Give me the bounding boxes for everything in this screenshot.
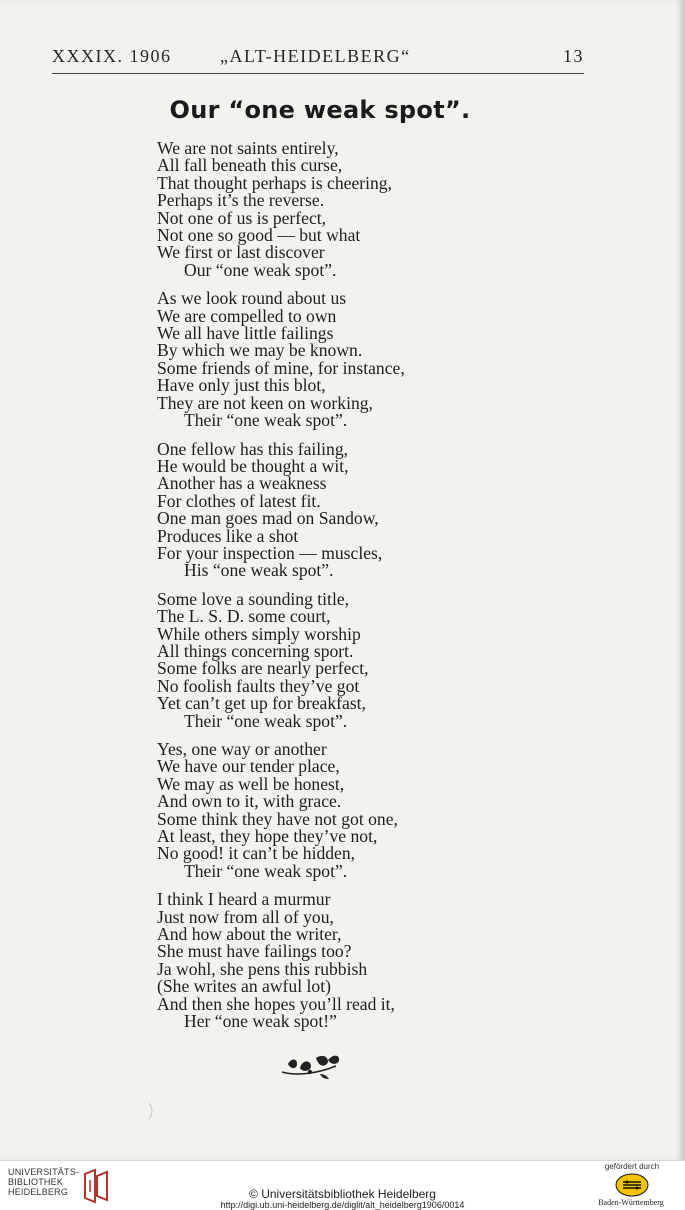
poem-line: Some think they have not got one,: [157, 808, 398, 829]
poem-line: And own to it, with grace.: [157, 791, 342, 812]
paper-speck: [148, 1102, 154, 1120]
poem-line: Ja wohl, she pens this rubbish: [157, 958, 368, 979]
stanza: [157, 290, 487, 429]
stanza: [157, 140, 487, 279]
poem-line: For your inspection — muscles,: [157, 542, 383, 563]
poem-line: Some folks are nearly perfect,: [157, 658, 369, 679]
digitization-footer: [0, 1160, 685, 1210]
baden-wuerttemberg-seal-icon: [614, 1173, 650, 1197]
poem-line: Perhaps it’s the reverse.: [157, 190, 325, 211]
stanza: [157, 891, 487, 1030]
page-number: 13: [563, 46, 584, 66]
header-rule: [52, 73, 584, 74]
library-name-line: BIBLIOTHEK: [8, 1177, 64, 1187]
poem-line: Some friends of mine, for instance,: [157, 357, 405, 378]
poem-line: No foolish faults they’ve got: [157, 675, 360, 696]
refrain-line: His “one weak spot”.: [184, 560, 334, 581]
poem-line: For clothes of latest fit.: [157, 490, 321, 511]
poem-line: At least, they hope they’ve not,: [157, 826, 378, 847]
poem-line: I think I heard a murmur: [157, 889, 331, 910]
refrain-line: Their “one weak spot”.: [184, 410, 348, 431]
poem-line: Yet can’t get up for breakfast,: [157, 693, 366, 714]
poem-body: [157, 140, 487, 1042]
poem-line: Yes, one way or another: [157, 739, 327, 759]
poem-line: As we look round about us: [157, 288, 347, 309]
running-head-title: „ALT-HEIDELBERG“: [220, 46, 411, 66]
poem-line: We are not saints entirely,: [157, 138, 339, 158]
poem-line: We are compelled to own: [157, 305, 337, 326]
funded-by-label: gefördert durch: [604, 1162, 660, 1171]
poem-title: Our “one weak spot”.: [169, 96, 471, 124]
poem-line: And then she hopes you’ll read it,: [157, 993, 395, 1014]
source-url[interactable]: http://digi.ub.uni-heidelberg.de/diglit/alt_heidelberg1906/0014: [220, 1200, 465, 1210]
poem-line: They are not keen on working,: [157, 392, 373, 413]
stanza: [157, 438, 487, 581]
poem-line: Just now from all of you,: [157, 906, 334, 927]
ornament-icon: [276, 1050, 346, 1080]
refrain-line: Our “one weak spot”.: [184, 259, 337, 280]
poem-line: No good! it can’t be hidden,: [157, 843, 356, 864]
library-name-line: UNIVERSITÄTS-: [8, 1167, 80, 1177]
refrain-line: Their “one weak spot”.: [184, 860, 348, 881]
stanza: [157, 741, 487, 880]
poem-line: (She writes an awful lot): [157, 976, 331, 997]
poem-line: We first or last discover: [157, 242, 325, 263]
stanza: [157, 588, 487, 731]
poem-line: He would be thought a wit,: [157, 455, 349, 476]
poem-line: Not one of us is perfect,: [157, 207, 327, 228]
poem-line: Have only just this blot,: [157, 375, 326, 396]
poem-line: All fall beneath this curse,: [157, 155, 343, 176]
poem-line: All things concerning sport.: [157, 640, 354, 661]
poem-line: We all have little failings: [157, 323, 334, 344]
poem-line: One man goes mad on Sandow,: [157, 508, 379, 529]
page-edge-shadow: [677, 0, 685, 1160]
poem-line: Not one so good — but what: [157, 225, 361, 246]
poem-line: One fellow has this failing,: [157, 438, 349, 459]
refrain-line: Their “one weak spot”.: [184, 710, 348, 731]
poem-line: The L. S. D. some court,: [157, 606, 331, 627]
refrain-line: Her “one weak spot!”: [184, 1011, 337, 1032]
copyright-notice: © Universitätsbibliothek Heidelberg: [249, 1187, 436, 1201]
poem-line: By which we may be known.: [157, 340, 363, 361]
poem-line: Produces like a shot: [157, 525, 299, 546]
poem-line: She must have failings too?: [157, 941, 352, 962]
poem-line: We have our tender place,: [157, 756, 340, 777]
poem-line: We may as well be honest,: [157, 773, 345, 794]
poem-line: And how about the writer,: [157, 924, 342, 945]
running-head: [52, 46, 584, 70]
poem-line: Another has a weakness: [157, 473, 327, 494]
poem-line: While others simply worship: [157, 623, 361, 644]
poem-line: Some love a sounding title,: [157, 588, 350, 609]
running-head-issue: XXXIX. 1906: [52, 46, 172, 66]
library-name-line: HEIDELBERG: [8, 1187, 69, 1197]
funder-name: Baden-Württemberg: [598, 1198, 664, 1207]
poem-line: That thought perhaps is cheering,: [157, 172, 393, 193]
